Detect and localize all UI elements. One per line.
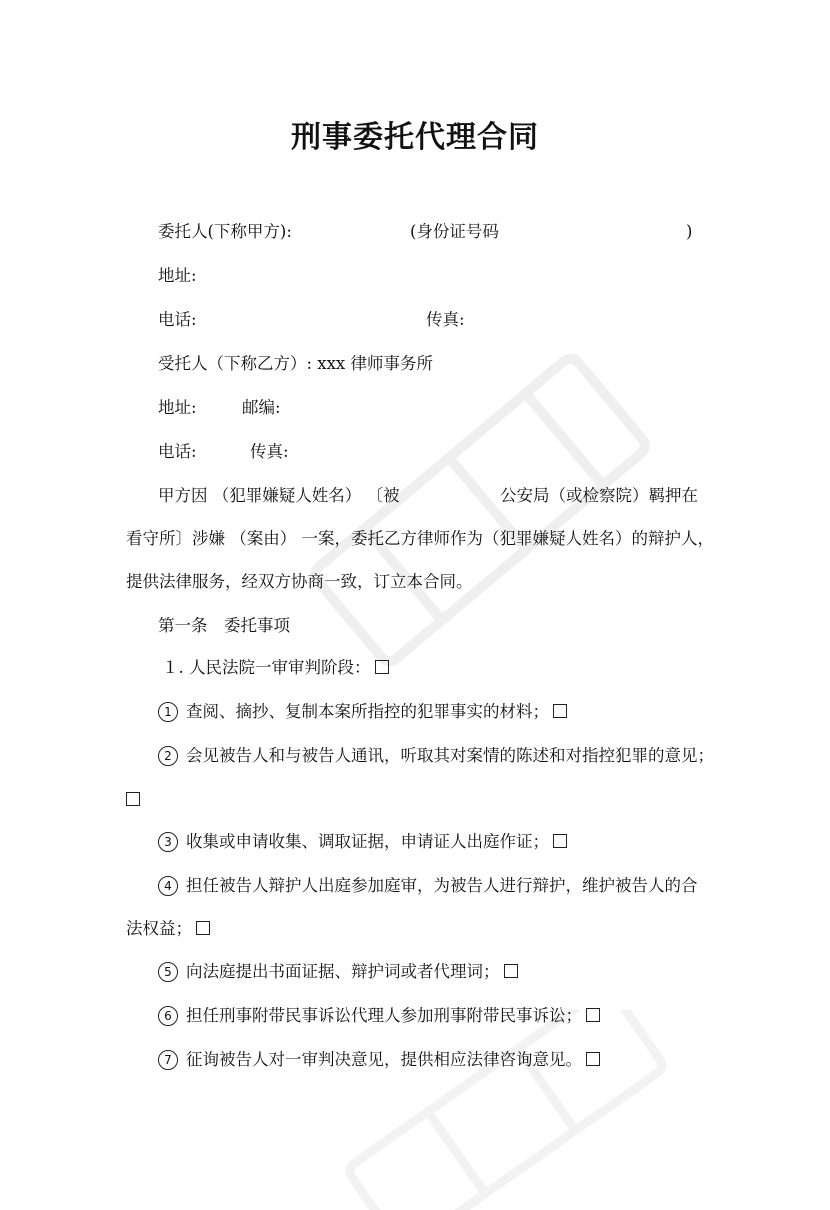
item-2-continuation [126, 788, 140, 812]
item-number-7: 7 [158, 1050, 178, 1070]
item-7-checkbox[interactable] [586, 1052, 600, 1066]
intro-text-line1b: 公安局（或检察院）羁押在 [500, 486, 698, 505]
item-6-checkbox[interactable] [586, 1008, 600, 1022]
item-text-7: 征询被告人对一审判决意见，提供相应法律咨询意见。 [186, 1050, 582, 1069]
item-4-continuation-text: 法权益； [126, 919, 192, 938]
client-fax-label: 传真: [426, 310, 465, 329]
client-address-label: 地址: [158, 266, 197, 285]
item-2-checkbox[interactable] [126, 792, 140, 806]
client-phone-label: 电话: [158, 310, 197, 329]
id-number-close: ) [686, 222, 693, 241]
item-text-4: 担任被告人辩护人出庭参加庭审，为被告人进行辩护，维护被告人的合 [186, 876, 698, 895]
intro-text-line1a: 甲方因 （犯罪嫌疑人姓名） 〔被 [158, 486, 400, 505]
list-item [158, 960, 518, 984]
item-4-continuation [126, 917, 210, 941]
item-1-checkbox[interactable] [553, 704, 567, 718]
document-title: 刑事委托代理合同 [291, 120, 539, 155]
client-label: 委托人(下称甲方): [158, 222, 292, 241]
list-item [158, 700, 567, 724]
intro-text-line2: 看守所〕涉嫌 （案由） 一案，委托乙方律师作为（犯罪嫌疑人姓名）的辩护人， [126, 529, 714, 548]
item-text-6: 担任刑事附带民事诉讼代理人参加刑事附带民事诉讼； [186, 1006, 582, 1025]
list-item [158, 744, 714, 768]
item-3-checkbox[interactable] [553, 834, 567, 848]
stage1-checkbox[interactable] [375, 660, 389, 674]
item-number-5: 5 [158, 962, 178, 982]
id-number-label: (身份证号码 [410, 222, 499, 241]
agent-fax-label: 传真: [250, 442, 289, 461]
item-text-1: 查阅、摘抄、复制本案所指控的犯罪事实的材料； [186, 702, 549, 721]
agent-address-label: 地址: [158, 398, 197, 417]
agent-phone-label: 电话: [158, 442, 197, 461]
watermark-logo-bottom [300, 1010, 700, 1210]
item-5-checkbox[interactable] [504, 964, 518, 978]
agent-postcode-label: 邮编: [242, 398, 281, 417]
list-item [158, 874, 698, 898]
agent-label: 受托人（下称乙方）: xxx 律师事务所 [158, 354, 433, 373]
item-number-6: 6 [158, 1006, 178, 1026]
article1-heading: 第一条 委托事项 [158, 616, 290, 635]
intro-text-line3: 提供法律服务，经双方协商一致，订立本合同。 [126, 572, 473, 591]
item-text-3: 收集或申请收集、调取证据，申请证人出庭作证； [186, 832, 549, 851]
item-number-2: 2 [158, 746, 178, 766]
stage1-item [162, 656, 389, 680]
item-text-2: 会见被告人和与被告人通讯，听取其对案情的陈述和对指控犯罪的意见； [186, 746, 714, 765]
list-item [158, 830, 567, 854]
item-number-3: 3 [158, 832, 178, 852]
item-number-1: 1 [158, 702, 178, 722]
item-4-checkbox[interactable] [196, 921, 210, 935]
stage1-label: １. 人民法院一审审判阶段： [162, 658, 371, 677]
item-text-5: 向法庭提出书面证据、辩护词或者代理词； [186, 962, 500, 981]
item-number-4: 4 [158, 876, 178, 896]
list-item [158, 1048, 600, 1072]
list-item [158, 1004, 600, 1028]
